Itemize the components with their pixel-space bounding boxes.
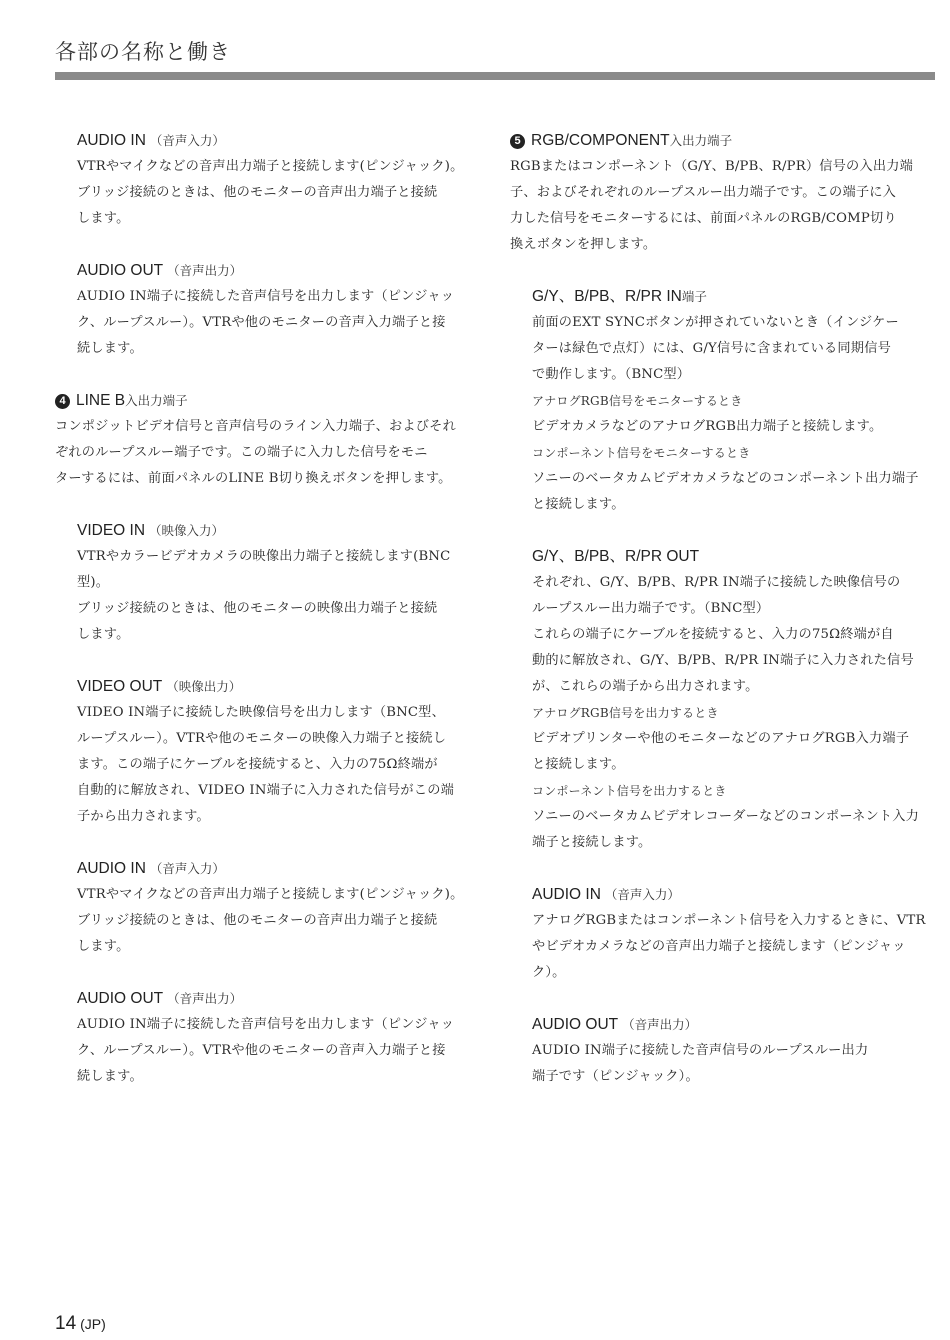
body-line: コンポジットビデオ信号と音声信号のライン入力端子、およびそれ [55,419,456,434]
video-in-section [77,518,480,648]
body-line: で動作します。（BNC型） [532,367,691,382]
case-label: アナログRGB信号をモニターするとき [532,394,743,408]
body-line: やビデオカメラなどの音声出力端子と接続します（ピンジャッ [532,939,906,954]
body-line: 続します。 [77,1069,143,1084]
body-line: ループスルー）。VTRや他のモニターの映像入力端子と接続し [77,731,447,746]
heading-label: AUDIO IN [77,860,146,877]
heading-label: AUDIO OUT [77,262,164,279]
body-line: します。 [77,939,130,954]
rgb-audio-in-section [532,882,935,986]
gy-out-section [532,544,935,856]
section-heading [77,986,480,1012]
line-b-section [55,388,480,492]
heading-label: VIDEO OUT [77,678,163,695]
body-line: ターするには、前面パネルのLINE B切り換えボタンを押します。 [55,471,452,486]
body-line: ブリッジ接続のときは、他のモニターの映像出力端子と接続 [77,601,438,616]
heading-label: RGB/COMPONENT [531,132,670,149]
section-heading [510,128,935,154]
body-line: AUDIO IN端子に接続した音声信号を出力します（ピンジャッ [77,289,455,304]
header-rule [55,72,935,80]
left-column [55,128,480,1116]
body-line: それぞれ、G/Y、B/PB、R/PR IN端子に接続した映像信号の [532,575,901,590]
section-heading [532,284,935,310]
section-heading [532,1012,935,1038]
heading-sub: （音声入力） [149,133,225,148]
body-line: AUDIO IN端子に接続した音声信号のループスルー出力 [532,1043,869,1058]
body-line: と接続します。 [532,497,625,512]
body-line: ブリッジ接続のときは、他のモニターの音声出力端子と接続 [77,185,438,200]
rgb-audio-out-section [532,1012,935,1090]
body-line: 動的に解放され、G/Y、B/PB、R/PR IN端子に入力された信号 [532,653,914,668]
section-heading [77,258,480,284]
body-line: ソニーのベータカムビデオカメラなどのコンポーネント出力端子 [532,471,919,486]
body-line: 端子です（ピンジャック）。 [532,1069,699,1084]
video-out-section [77,674,480,830]
heading-label: G/Y、B/PB、R/PR IN [532,288,682,305]
body-line: ぞれのループスルー端子です。この端子に入力した信号をモニ [55,445,428,460]
heading-sub: 入出力端子 [669,133,733,148]
heading-label: LINE B [76,392,126,409]
body-line: 力した信号をモニターするには、前面パネルのRGB/COMP切り [510,211,897,226]
gy-in-section [532,284,935,518]
audio-out-section-1 [77,258,480,362]
section-heading [77,518,480,544]
heading-label: AUDIO IN [77,132,146,149]
heading-sub: （音声出力） [622,1017,698,1032]
body-line: ターは緑色で点灯）には、G/Y信号に含まれている同期信号 [532,341,891,356]
section-heading [77,128,480,154]
body-line: VTRやマイクなどの音声出力端子と接続します(ピンジャック)。 [77,887,464,902]
heading-label: AUDIO IN [532,886,601,903]
item-number-badge: 4 [55,394,70,409]
heading-sub: （映像入力） [149,523,225,538]
body-line: ループスルー出力端子です。（BNC型） [532,601,770,616]
body-line: ビデオカメラなどのアナログRGB出力端子と接続します。 [532,419,883,434]
body-line: します。 [77,627,130,642]
body-line: ク、ループスルー）。VTRや他のモニターの音声入力端子と接 [77,1043,446,1058]
body-line: VTRやマイクなどの音声出力端子と接続します(ピンジャック)。 [77,159,464,174]
body-line: 換えボタンを押します。 [510,237,657,252]
heading-sub: （音声入力） [604,887,680,902]
body-line: 子から出力されます。 [77,809,210,824]
body-line: ビデオプリンターや他のモニターなどのアナログRGB入力端子 [532,731,910,746]
case-label: コンポーネント信号をモニターするとき [532,446,751,460]
heading-sub: 入出力端子 [125,393,188,408]
page-number-value: 14 [55,1313,77,1334]
body-line: ソニーのベータカムビデオレコーダーなどのコンポーネント入力 [532,809,920,824]
section-heading [77,856,480,882]
heading-sub: 端子 [681,289,707,304]
section-heading [532,882,935,908]
body-line: ます。この端子にケーブルを接続すると、入力の75Ω終端が [77,757,438,772]
heading-label: G/Y、B/PB、R/PR OUT [532,548,700,565]
body-line: アナログRGBまたはコンポーネント信号を入力するときに、VTR [532,913,926,928]
body-line: と接続します。 [532,757,625,772]
body-line: ク、ループスルー）。VTRや他のモニターの音声入力端子と接 [77,315,446,330]
rgb-component-section [510,128,935,258]
heading-label: AUDIO OUT [532,1016,619,1033]
body-line: VTRやカラービデオカメラの映像出力端子と接続します(BNC [77,549,451,564]
body-line: 前面のEXT SYNCボタンが押されていないとき（インジケー [532,315,899,330]
heading-sub: （音声出力） [167,263,243,278]
body-line: ク）。 [532,965,566,980]
page-language: (JP) [80,1316,106,1332]
audio-in-section-1 [77,128,480,232]
section-heading [55,388,480,414]
case-label: アナログRGB信号を出力するとき [532,706,719,720]
audio-in-section-2 [77,856,480,960]
body-line: が、これらの端子から出力されます。 [532,679,759,694]
body-line: VIDEO IN端子に接続した映像信号を出力します（BNC型、 [77,705,445,720]
case-label: コンポーネント信号を出力するとき [532,784,727,798]
heading-label: VIDEO IN [77,522,146,539]
body-line: 子、およびそれぞれのループスルー出力端子です。この端子に入 [510,185,896,200]
item-number-badge: 5 [510,134,525,149]
heading-sub: （音声入力） [149,861,225,876]
audio-out-section-2 [77,986,480,1090]
body-line: AUDIO IN端子に接続した音声信号を出力します（ピンジャッ [77,1017,455,1032]
body-line: これらの端子にケーブルを接続すると、入力の75Ω終端が自 [532,627,894,642]
section-heading [532,544,935,570]
body-line: ブリッジ接続のときは、他のモニターの音声出力端子と接続 [77,913,438,928]
body-line: 自動的に解放され、VIDEO IN端子に入力された信号がこの端 [77,783,454,798]
body-line: します。 [77,211,130,226]
page-header-title: 各部の名称と働き [55,40,231,64]
heading-sub: （音声出力） [167,991,243,1006]
heading-sub: （映像出力） [166,679,242,694]
right-column [510,128,935,1116]
body-line: 続します。 [77,341,143,356]
heading-label: AUDIO OUT [77,990,164,1007]
body-line: RGBまたはコンポーネント（G/Y、B/PB、R/PR）信号の入出力端 [510,159,913,174]
section-heading [77,674,480,700]
body-line: 型)。 [77,575,110,590]
body-line: 端子と接続します。 [532,835,652,850]
page-number [55,1313,106,1335]
